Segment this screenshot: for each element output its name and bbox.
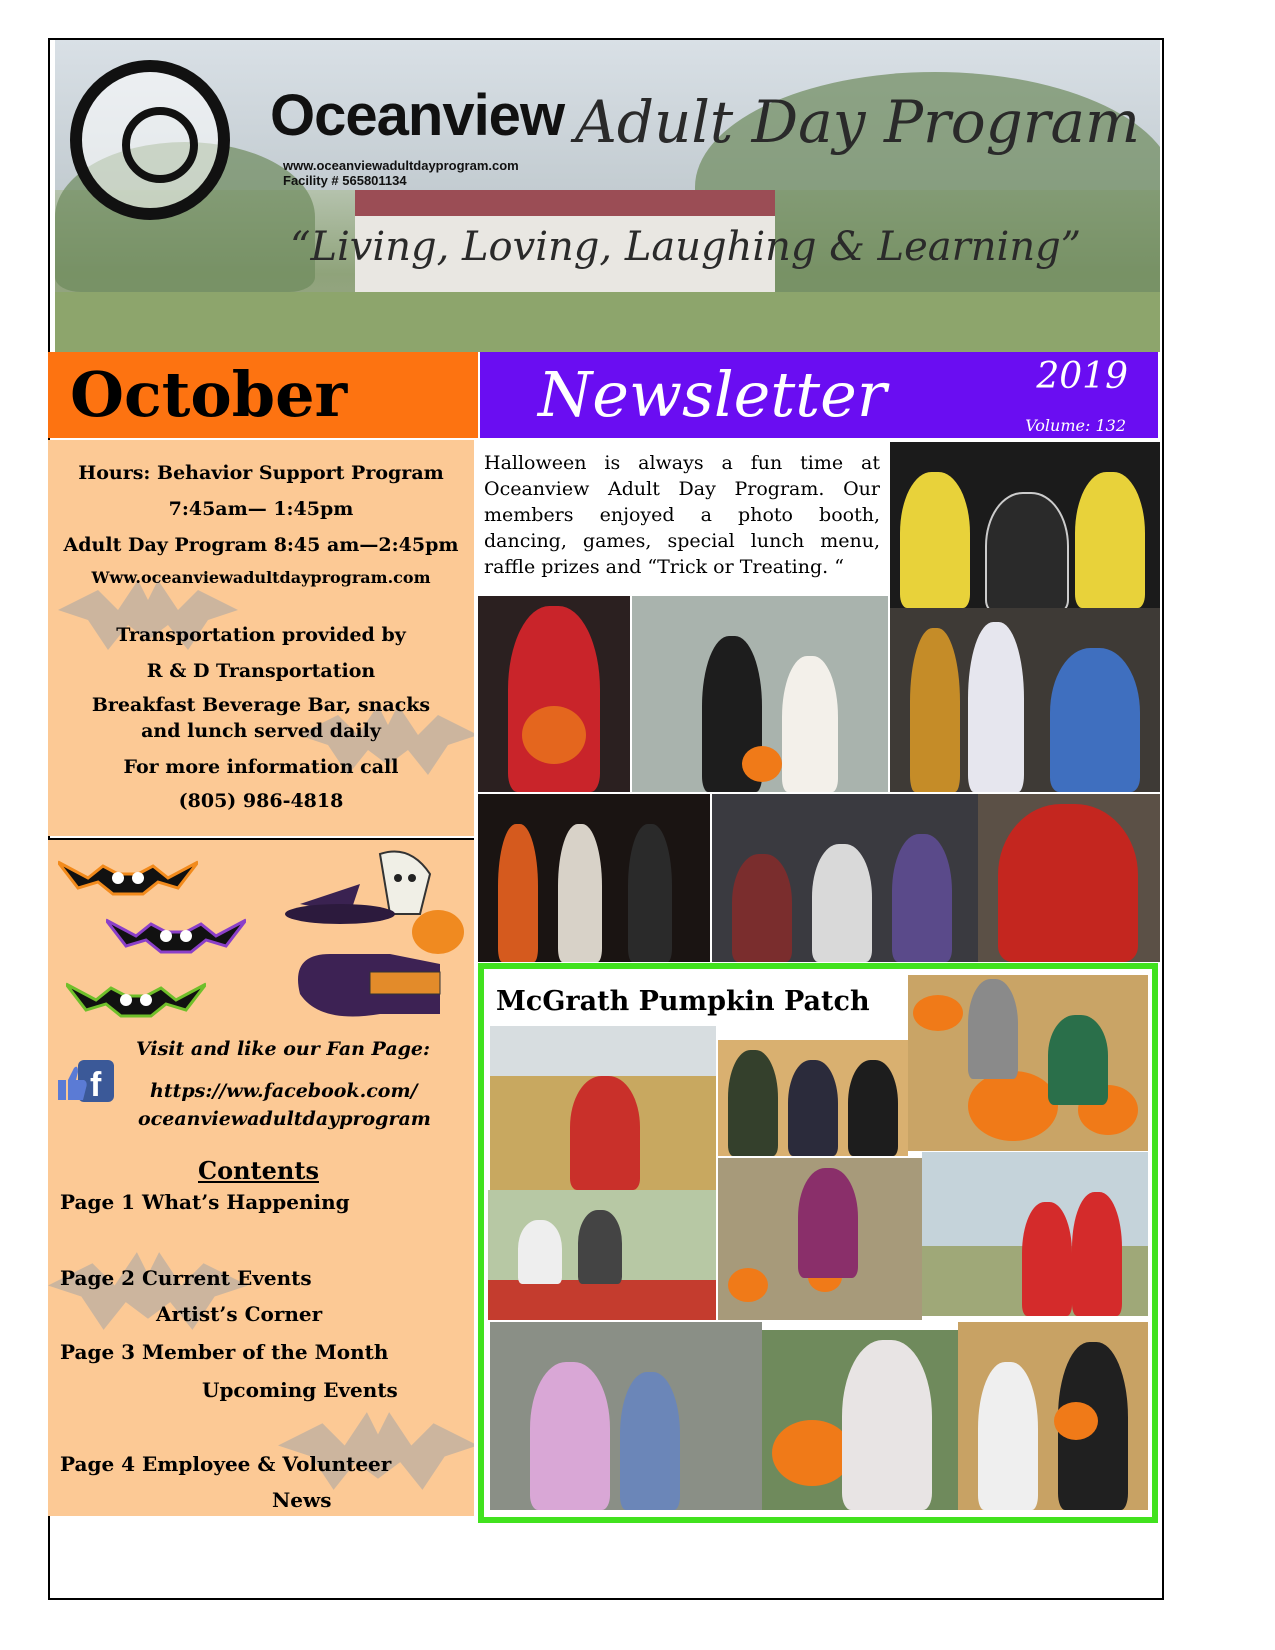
bat-icon: [58, 848, 198, 900]
year: 2019: [1036, 356, 1128, 397]
toc-item: Upcoming Events: [202, 1378, 398, 1402]
fan-page-label: Visit and like our Fan Page:: [136, 1038, 431, 1060]
phone-number[interactable]: (805) 986-4818: [178, 790, 344, 812]
intro-text-box: [478, 440, 886, 592]
facebook-url-1[interactable]: https://ww.facebook.com/: [150, 1080, 418, 1102]
toc-item: Page 1 What’s Happening: [60, 1190, 350, 1214]
hours-program-2: Adult Day Program 8:45 am—2:45pm: [63, 534, 459, 556]
pumpkin-patch-title: McGrath Pumpkin Patch: [496, 986, 870, 1017]
pumpkin-photo: [718, 1040, 908, 1156]
newsletter-title: Newsletter: [538, 358, 887, 431]
halloween-photo: [890, 608, 1160, 792]
pumpkin-photo: [762, 1330, 958, 1510]
toc-item: Artist’s Corner: [156, 1302, 323, 1326]
toc-item: Page 2 Current Events: [60, 1266, 312, 1290]
masthead-photo: [55, 40, 1160, 352]
org-name: Oceanview: [270, 83, 565, 148]
halloween-art-panel: [48, 838, 474, 1038]
halloween-photo: [712, 794, 978, 962]
hours-panel: [48, 440, 474, 836]
month-title: October: [70, 358, 348, 431]
hours-time-1: 7:45am— 1:45pm: [168, 498, 354, 520]
facebook-like-icon[interactable]: [56, 1058, 116, 1104]
website-link[interactable]: Www.oceanviewadultdayprogram.com: [91, 568, 431, 587]
halloween-photo: [890, 442, 1160, 608]
org-script-title: Adult Day Program: [575, 88, 1141, 156]
oceanview-logo-icon: [70, 60, 230, 220]
toc-item: News: [272, 1488, 332, 1512]
halloween-photo: [478, 794, 710, 962]
witch-boot-icon: [270, 844, 470, 1034]
transport-label: Transportation provided by: [116, 624, 406, 646]
ghost-icon: [380, 852, 430, 915]
contents-panel: [48, 1036, 474, 1516]
pumpkin-icon: [412, 910, 464, 954]
tagline: “Living, Loving, Laughing & Learning”: [290, 224, 1082, 270]
bat-icon: [106, 906, 246, 958]
toc-item: Page 3 Member of the Month: [60, 1340, 389, 1364]
meals-line-2: and lunch served daily: [141, 720, 381, 742]
svg-text:f: f: [90, 1066, 102, 1104]
month-banner: [48, 352, 478, 438]
pumpkin-patch-title-box: [488, 980, 908, 1024]
transport-company: R & D Transportation: [146, 660, 376, 682]
hours-program-1: Hours: Behavior Support Program: [78, 462, 444, 484]
pumpkin-photo: [488, 1190, 716, 1320]
header-website: www.oceanviewadultdayprogram.com: [283, 158, 519, 173]
meals-line-1: Breakfast Beverage Bar, snacks: [91, 694, 431, 716]
contents-heading: Contents: [198, 1156, 319, 1185]
volume: Volume: 132: [1025, 416, 1126, 435]
info-label: For more information call: [123, 756, 399, 778]
facility-number: Facility # 565801134: [283, 173, 407, 188]
intro-text: Halloween is always a fun time at Oceanview Adult Day Program. Our members enjoyed a photo booth, dancing, games, special lunch menu, raffle prizes and “Trick or Treating. “: [484, 452, 880, 578]
facebook-url-2[interactable]: oceanviewadultdayprogram: [138, 1108, 431, 1130]
halloween-photo: [478, 596, 630, 792]
pumpkin-photo: [908, 975, 1148, 1151]
bat-icon: [66, 970, 206, 1022]
halloween-photo: [632, 596, 888, 792]
newsletter-banner: [480, 352, 1158, 438]
pumpkin-photo: [922, 1152, 1148, 1316]
pumpkin-photo: [958, 1322, 1148, 1510]
pumpkin-photo: [490, 1026, 716, 1190]
pumpkin-photo: [490, 1322, 762, 1510]
toc-item: Page 4 Employee & Volunteer: [60, 1452, 392, 1476]
pumpkin-photo: [718, 1158, 922, 1320]
halloween-photo: [978, 794, 1160, 962]
